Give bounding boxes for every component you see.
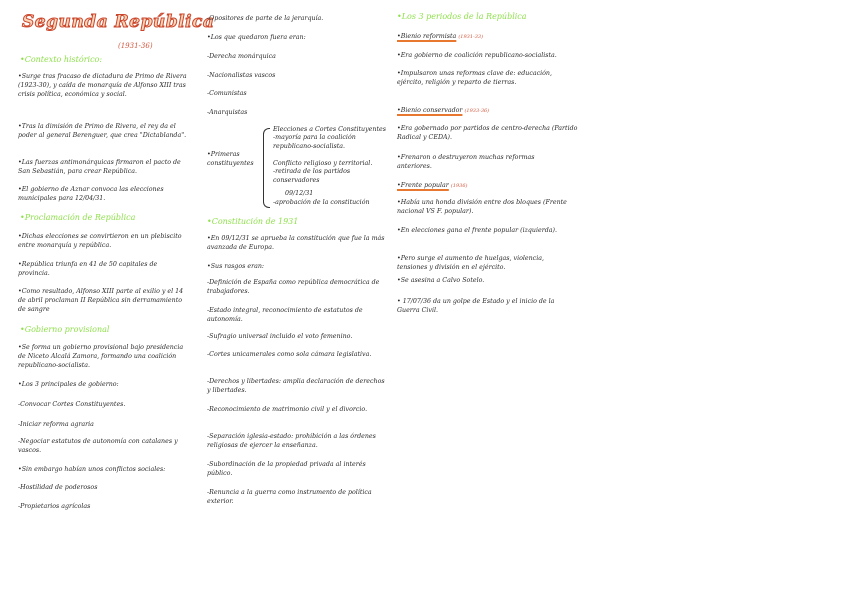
note-c2-6: -Anarquistas: [207, 109, 248, 116]
period-note-2: •Impulsaron unas reformas clave de: educación, ejército, religión y reparto de tierras.: [397, 70, 552, 86]
title-dates: (1931-36): [118, 42, 153, 50]
note-9: •Los 3 principales de gobierno:: [18, 381, 119, 388]
frente-popular-dates: (1936): [450, 183, 468, 189]
heading-contexto: •Contexto histórico:: [20, 55, 103, 64]
branch-3: Conflicto religioso y territorial.: [273, 160, 373, 167]
branch-4: -retirada de los partidos conservadores: [273, 168, 351, 184]
note-6: •República triunfa en 41 de 50 capitales de provincia.: [18, 261, 158, 277]
note-c2-5: -Comunistas: [207, 90, 247, 97]
const-9: -Separación iglesia-estado: prohibición a las órdenes religiosas de ejercer la enseñanza.: [207, 433, 376, 449]
note-14: -Hostilidad de poderosos: [18, 484, 98, 491]
period-note-3: •Era gobernado por partidos de centro-derecha (Partido Radical y CEDA).: [397, 125, 578, 141]
heading-gobierno: •Gobierno provisional: [20, 325, 110, 334]
note-8: •Se forma un gobierno provisional bajo presidencia de Niceto Alcalá Zamora, formando una coalición republicano-socialista.: [18, 344, 184, 369]
note-3: •Las fuerzas antimonárquicas firmaron el pacto de San Sebastián, para crear República.: [18, 159, 181, 175]
branch-5: 09/12/31: [285, 190, 314, 197]
const-6: -Cortes unicamerales como sola cámara legislativa.: [207, 351, 372, 358]
const-1: •En 09/12/31 se aprueba la constitución que fue la más avanzada de Europa.: [207, 235, 385, 251]
bracket: [263, 128, 270, 208]
bienio-reformista-dates: (1931-33): [458, 34, 484, 40]
period-note-5: •Había una honda división entre dos bloques (Frente nacional VS F. popular).: [397, 199, 567, 215]
branch-1: Elecciones a Cortes Constituyentes: [273, 126, 386, 133]
note-c2-3: -Derecha monárquica: [207, 53, 276, 60]
period-note-6: •En elecciones gana el frente popular (izquierda).: [397, 227, 557, 234]
const-3: -Definición de España como república democrática de trabajadores.: [207, 279, 380, 295]
heading-constitucion: •Constitución de 1931: [207, 217, 299, 226]
note-13: •Sin embargo habían unos conflictos sociales:: [18, 466, 166, 473]
const-7: -Derechos y libertades: amplia declaración de derechos y libertades.: [207, 378, 385, 394]
frente-popular: •Frente popular: [397, 182, 449, 189]
note-12: -Negociar estatutos de autonomía con catalanes y vascos.: [18, 438, 178, 454]
const-8: -Reconocimiento de matrimonio civil y el divorcio.: [207, 406, 368, 413]
note-11: -Iniciar reforma agraria: [18, 421, 94, 428]
period-note-9: • 17/07/36 da un golpe de Estado y el inicio de la Guerra Civil.: [397, 298, 555, 314]
period-note-1: •Era gobierno de coalición republicano-socialista.: [397, 52, 557, 59]
note-15: -Propietarios agrícolas: [18, 503, 91, 510]
heading-periodos: •Los 3 periodos de la República: [397, 12, 527, 21]
bienio-conservador-dates: (1933-36): [464, 108, 490, 114]
note-c2-1: -Opositores de parte de la jerarquía.: [207, 15, 324, 22]
heading-proclamacion: •Proclamación de República: [20, 213, 136, 222]
branch-6: -aprobación de la constitución: [273, 199, 370, 206]
note-7: •Como resultado, Alfonso XIII parte al exilio y el 14 de abril proclaman II República sin derramamiento de sangre: [18, 288, 184, 313]
primeras-label: •Primeras constituyentes: [207, 151, 254, 167]
note-1: •Surge tras fracaso de dictadura de Primo de Rivera (1923-30), y caída de monarquía de Alfonso XIII tras crisis política, económica y social.: [18, 73, 187, 98]
const-11: -Renuncia a la guerra como instrumento de política exterior.: [207, 489, 372, 505]
const-10: -Subordinación de la propiedad privada al interés público.: [207, 461, 366, 477]
note-2: •Tras la dimisión de Primo de Rivera, el rey da el poder al general Berenguer, que crea "Dictablanda".: [18, 123, 187, 139]
bienio-reformista-line: [397, 32, 577, 42]
page-title: Segunda República: [22, 12, 215, 32]
const-5: -Sufragio universal incluido el voto femenino.: [207, 333, 353, 340]
bienio-conservador: •Bienio conservador: [397, 107, 463, 114]
period-note-7: •Pero surge el aumento de huelgas, violencia, tensiones y división en el ejército.: [397, 255, 544, 271]
note-c2-2: •Los que quedaron fuera eran:: [207, 34, 306, 41]
const-2: •Sus rasgos eran:: [207, 263, 265, 270]
note-5: •Dichas elecciones se convirtieron en un plebiscito entre monarquía y república.: [18, 233, 182, 249]
note-10: -Convocar Cortes Constituyentes.: [18, 401, 126, 408]
bienio-reformista: •Bienio reformista: [397, 33, 457, 40]
note-c2-4: -Nacionalistas vascos: [207, 72, 276, 79]
const-4: -Estado integral, reconocimiento de estatutos de autonomía.: [207, 307, 363, 323]
branch-2: -mayoría para la coalición republicano-socialista.: [273, 134, 356, 150]
period-note-8: •Se asesina a Calvo Sotelo.: [397, 277, 485, 284]
bienio-conservador-line: [397, 106, 577, 116]
frente-popular-line: [397, 181, 577, 191]
note-4: •El gobierno de Aznar convoca las elecciones municipales para 12/04/31.: [18, 186, 164, 202]
period-note-4: •Frenaron o destruyeron muchas reformas anteriores.: [397, 154, 535, 170]
